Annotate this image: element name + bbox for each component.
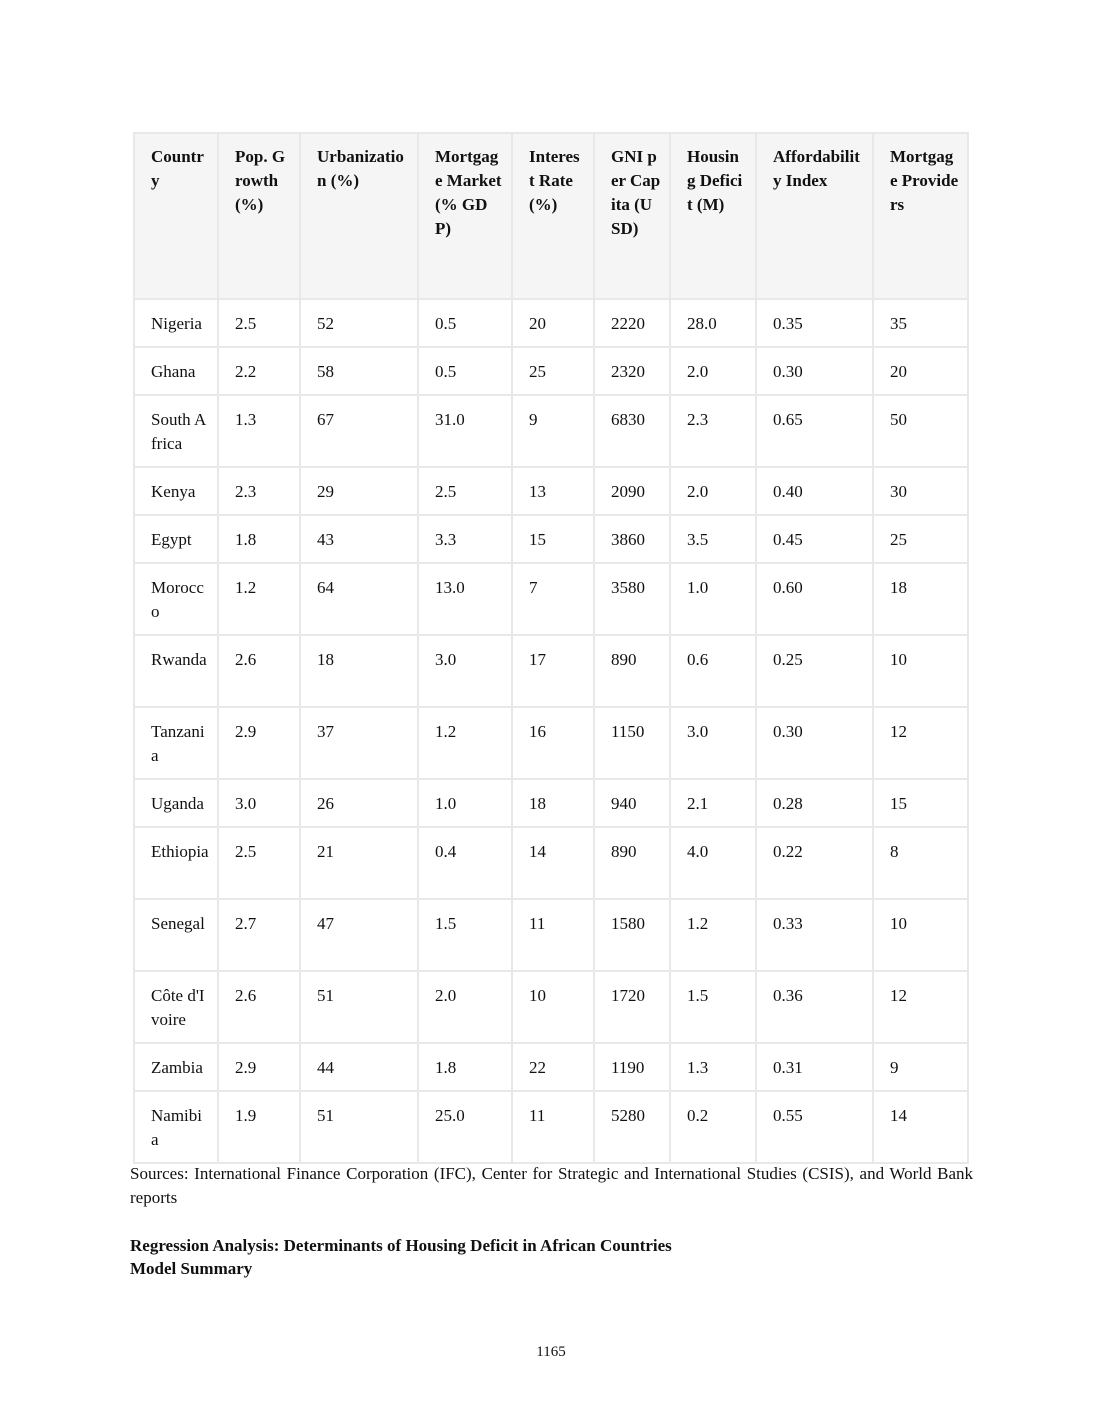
- cell-pop-growth: 2.5: [219, 300, 301, 348]
- cell-country: Nigeria: [133, 300, 219, 348]
- cell-interest-rate: 13: [513, 468, 595, 516]
- table-row: [133, 396, 969, 468]
- cell-urbanization: 44: [301, 1044, 419, 1092]
- sources-note: Sources: International Finance Corporation (IFC), Center for Strategic and International Studies (CSIS), and World Bank reports: [130, 1164, 973, 1207]
- cell-urbanization: 43: [301, 516, 419, 564]
- cell-affordability-index: 0.30: [757, 708, 874, 780]
- cell-affordability-index: 0.22: [757, 828, 874, 900]
- table-row: [133, 1092, 969, 1164]
- cell-gni-per-capita: 2220: [595, 300, 671, 348]
- cell-mortgage-market: 0.5: [419, 348, 513, 396]
- cell-interest-rate: 25: [513, 348, 595, 396]
- cell-country: Côte d'Ivoire: [133, 972, 219, 1044]
- cell-mortgage-providers: 12: [874, 708, 969, 780]
- cell-housing-deficit: 3.5: [671, 516, 757, 564]
- cell-mortgage-providers: 18: [874, 564, 969, 636]
- cell-affordability-index: 0.55: [757, 1092, 874, 1164]
- cell-mortgage-providers: 35: [874, 300, 969, 348]
- cell-urbanization: 26: [301, 780, 419, 828]
- cell-gni-per-capita: 1720: [595, 972, 671, 1044]
- cell-mortgage-providers: 20: [874, 348, 969, 396]
- cell-interest-rate: 16: [513, 708, 595, 780]
- header-mortgage-providers: Mortgage Providers: [874, 132, 969, 300]
- cell-housing-deficit: 0.6: [671, 636, 757, 708]
- cell-affordability-index: 0.36: [757, 972, 874, 1044]
- cell-mortgage-providers: 14: [874, 1092, 969, 1164]
- cell-interest-rate: 14: [513, 828, 595, 900]
- cell-mortgage-market: 25.0: [419, 1092, 513, 1164]
- cell-mortgage-market: 0.5: [419, 300, 513, 348]
- cell-interest-rate: 9: [513, 396, 595, 468]
- cell-housing-deficit: 1.3: [671, 1044, 757, 1092]
- header-affordability-index: Affordability Index: [757, 132, 874, 300]
- cell-mortgage-providers: 12: [874, 972, 969, 1044]
- header-urbanization: Urbanization (%): [301, 132, 419, 300]
- cell-mortgage-market: 2.0: [419, 972, 513, 1044]
- cell-housing-deficit: 2.1: [671, 780, 757, 828]
- table-row: [133, 564, 969, 636]
- cell-pop-growth: 2.9: [219, 708, 301, 780]
- table-row: [133, 828, 969, 900]
- table-row: [133, 516, 969, 564]
- table-row: [133, 900, 969, 972]
- cell-housing-deficit: 2.3: [671, 396, 757, 468]
- cell-mortgage-providers: 10: [874, 636, 969, 708]
- model-summary-label: Model Summary: [130, 1259, 253, 1278]
- cell-urbanization: 18: [301, 636, 419, 708]
- cell-mortgage-market: 3.0: [419, 636, 513, 708]
- cell-country: Egypt: [133, 516, 219, 564]
- cell-mortgage-market: 1.5: [419, 900, 513, 972]
- cell-urbanization: 37: [301, 708, 419, 780]
- cell-urbanization: 67: [301, 396, 419, 468]
- cell-interest-rate: 22: [513, 1044, 595, 1092]
- cell-housing-deficit: 1.0: [671, 564, 757, 636]
- cell-gni-per-capita: 890: [595, 828, 671, 900]
- section-heading: [130, 1234, 973, 1280]
- cell-country: South Africa: [133, 396, 219, 468]
- cell-mortgage-market: 31.0: [419, 396, 513, 468]
- cell-urbanization: 29: [301, 468, 419, 516]
- cell-mortgage-providers: 30: [874, 468, 969, 516]
- cell-gni-per-capita: 3860: [595, 516, 671, 564]
- cell-pop-growth: 2.3: [219, 468, 301, 516]
- cell-affordability-index: 0.45: [757, 516, 874, 564]
- cell-affordability-index: 0.33: [757, 900, 874, 972]
- table-row: [133, 636, 969, 708]
- cell-housing-deficit: 0.2: [671, 1092, 757, 1164]
- cell-pop-growth: 2.6: [219, 972, 301, 1044]
- cell-affordability-index: 0.65: [757, 396, 874, 468]
- cell-gni-per-capita: 2320: [595, 348, 671, 396]
- cell-country: Uganda: [133, 780, 219, 828]
- cell-mortgage-market: 1.8: [419, 1044, 513, 1092]
- table-row: [133, 972, 969, 1044]
- cell-affordability-index: 0.35: [757, 300, 874, 348]
- table-row: [133, 780, 969, 828]
- cell-affordability-index: 0.30: [757, 348, 874, 396]
- table-row: [133, 348, 969, 396]
- cell-gni-per-capita: 940: [595, 780, 671, 828]
- cell-affordability-index: 0.28: [757, 780, 874, 828]
- cell-gni-per-capita: 5280: [595, 1092, 671, 1164]
- cell-country: Tanzania: [133, 708, 219, 780]
- cell-affordability-index: 0.31: [757, 1044, 874, 1092]
- cell-urbanization: 51: [301, 972, 419, 1044]
- cell-country: Ghana: [133, 348, 219, 396]
- cell-mortgage-providers: 8: [874, 828, 969, 900]
- cell-mortgage-providers: 9: [874, 1044, 969, 1092]
- cell-country: Morocco: [133, 564, 219, 636]
- cell-pop-growth: 2.2: [219, 348, 301, 396]
- header-pop-growth: Pop. Growth (%): [219, 132, 301, 300]
- cell-pop-growth: 2.6: [219, 636, 301, 708]
- cell-pop-growth: 2.5: [219, 828, 301, 900]
- table-body: [133, 300, 969, 1164]
- cell-gni-per-capita: 1190: [595, 1044, 671, 1092]
- cell-interest-rate: 17: [513, 636, 595, 708]
- cell-country: Zambia: [133, 1044, 219, 1092]
- cell-gni-per-capita: 6830: [595, 396, 671, 468]
- cell-mortgage-providers: 25: [874, 516, 969, 564]
- cell-interest-rate: 18: [513, 780, 595, 828]
- cell-urbanization: 51: [301, 1092, 419, 1164]
- cell-urbanization: 58: [301, 348, 419, 396]
- cell-gni-per-capita: 890: [595, 636, 671, 708]
- cell-gni-per-capita: 1580: [595, 900, 671, 972]
- cell-housing-deficit: 4.0: [671, 828, 757, 900]
- cell-interest-rate: 15: [513, 516, 595, 564]
- cell-housing-deficit: 3.0: [671, 708, 757, 780]
- regression-title: Regression Analysis: Determinants of Housing Deficit in African Countries: [130, 1236, 672, 1255]
- cell-affordability-index: 0.40: [757, 468, 874, 516]
- cell-pop-growth: 2.9: [219, 1044, 301, 1092]
- cell-mortgage-market: 3.3: [419, 516, 513, 564]
- page-number: 1165: [536, 1344, 566, 1360]
- cell-mortgage-market: 1.0: [419, 780, 513, 828]
- header-country: Country: [133, 132, 219, 300]
- cell-interest-rate: 7: [513, 564, 595, 636]
- cell-pop-growth: 3.0: [219, 780, 301, 828]
- cell-mortgage-market: 13.0: [419, 564, 513, 636]
- cell-interest-rate: 10: [513, 972, 595, 1044]
- header-mortgage-market: Mortgage Market (% GDP): [419, 132, 513, 300]
- cell-mortgage-providers: 15: [874, 780, 969, 828]
- cell-gni-per-capita: 2090: [595, 468, 671, 516]
- cell-gni-per-capita: 3580: [595, 564, 671, 636]
- table-row: [133, 708, 969, 780]
- cell-interest-rate: 11: [513, 1092, 595, 1164]
- cell-pop-growth: 1.2: [219, 564, 301, 636]
- cell-urbanization: 21: [301, 828, 419, 900]
- cell-gni-per-capita: 1150: [595, 708, 671, 780]
- cell-country: Rwanda: [133, 636, 219, 708]
- table-row: [133, 300, 969, 348]
- cell-country: Ethiopia: [133, 828, 219, 900]
- cell-housing-deficit: 2.0: [671, 468, 757, 516]
- cell-urbanization: 64: [301, 564, 419, 636]
- cell-housing-deficit: 2.0: [671, 348, 757, 396]
- cell-affordability-index: 0.25: [757, 636, 874, 708]
- cell-mortgage-market: 0.4: [419, 828, 513, 900]
- cell-mortgage-market: 1.2: [419, 708, 513, 780]
- cell-interest-rate: 11: [513, 900, 595, 972]
- cell-housing-deficit: 1.2: [671, 900, 757, 972]
- table-row: [133, 1044, 969, 1092]
- cell-housing-deficit: 1.5: [671, 972, 757, 1044]
- cell-affordability-index: 0.60: [757, 564, 874, 636]
- cell-country: Kenya: [133, 468, 219, 516]
- table-header-row: [133, 132, 969, 300]
- cell-urbanization: 52: [301, 300, 419, 348]
- cell-mortgage-market: 2.5: [419, 468, 513, 516]
- cell-pop-growth: 1.8: [219, 516, 301, 564]
- cell-interest-rate: 20: [513, 300, 595, 348]
- cell-housing-deficit: 28.0: [671, 300, 757, 348]
- cell-country: Senegal: [133, 900, 219, 972]
- cell-pop-growth: 1.9: [219, 1092, 301, 1164]
- cell-mortgage-providers: 50: [874, 396, 969, 468]
- cell-urbanization: 47: [301, 900, 419, 972]
- cell-pop-growth: 1.3: [219, 396, 301, 468]
- cell-mortgage-providers: 10: [874, 900, 969, 972]
- cell-pop-growth: 2.7: [219, 900, 301, 972]
- header-gni-per-capita: GNI per Capita (USD): [595, 132, 671, 300]
- cell-country: Namibia: [133, 1092, 219, 1164]
- table-row: [133, 468, 969, 516]
- header-interest-rate: Interest Rate (%): [513, 132, 595, 300]
- housing-data-table: [133, 132, 969, 1164]
- header-housing-deficit: Housing Deficit (M): [671, 132, 757, 300]
